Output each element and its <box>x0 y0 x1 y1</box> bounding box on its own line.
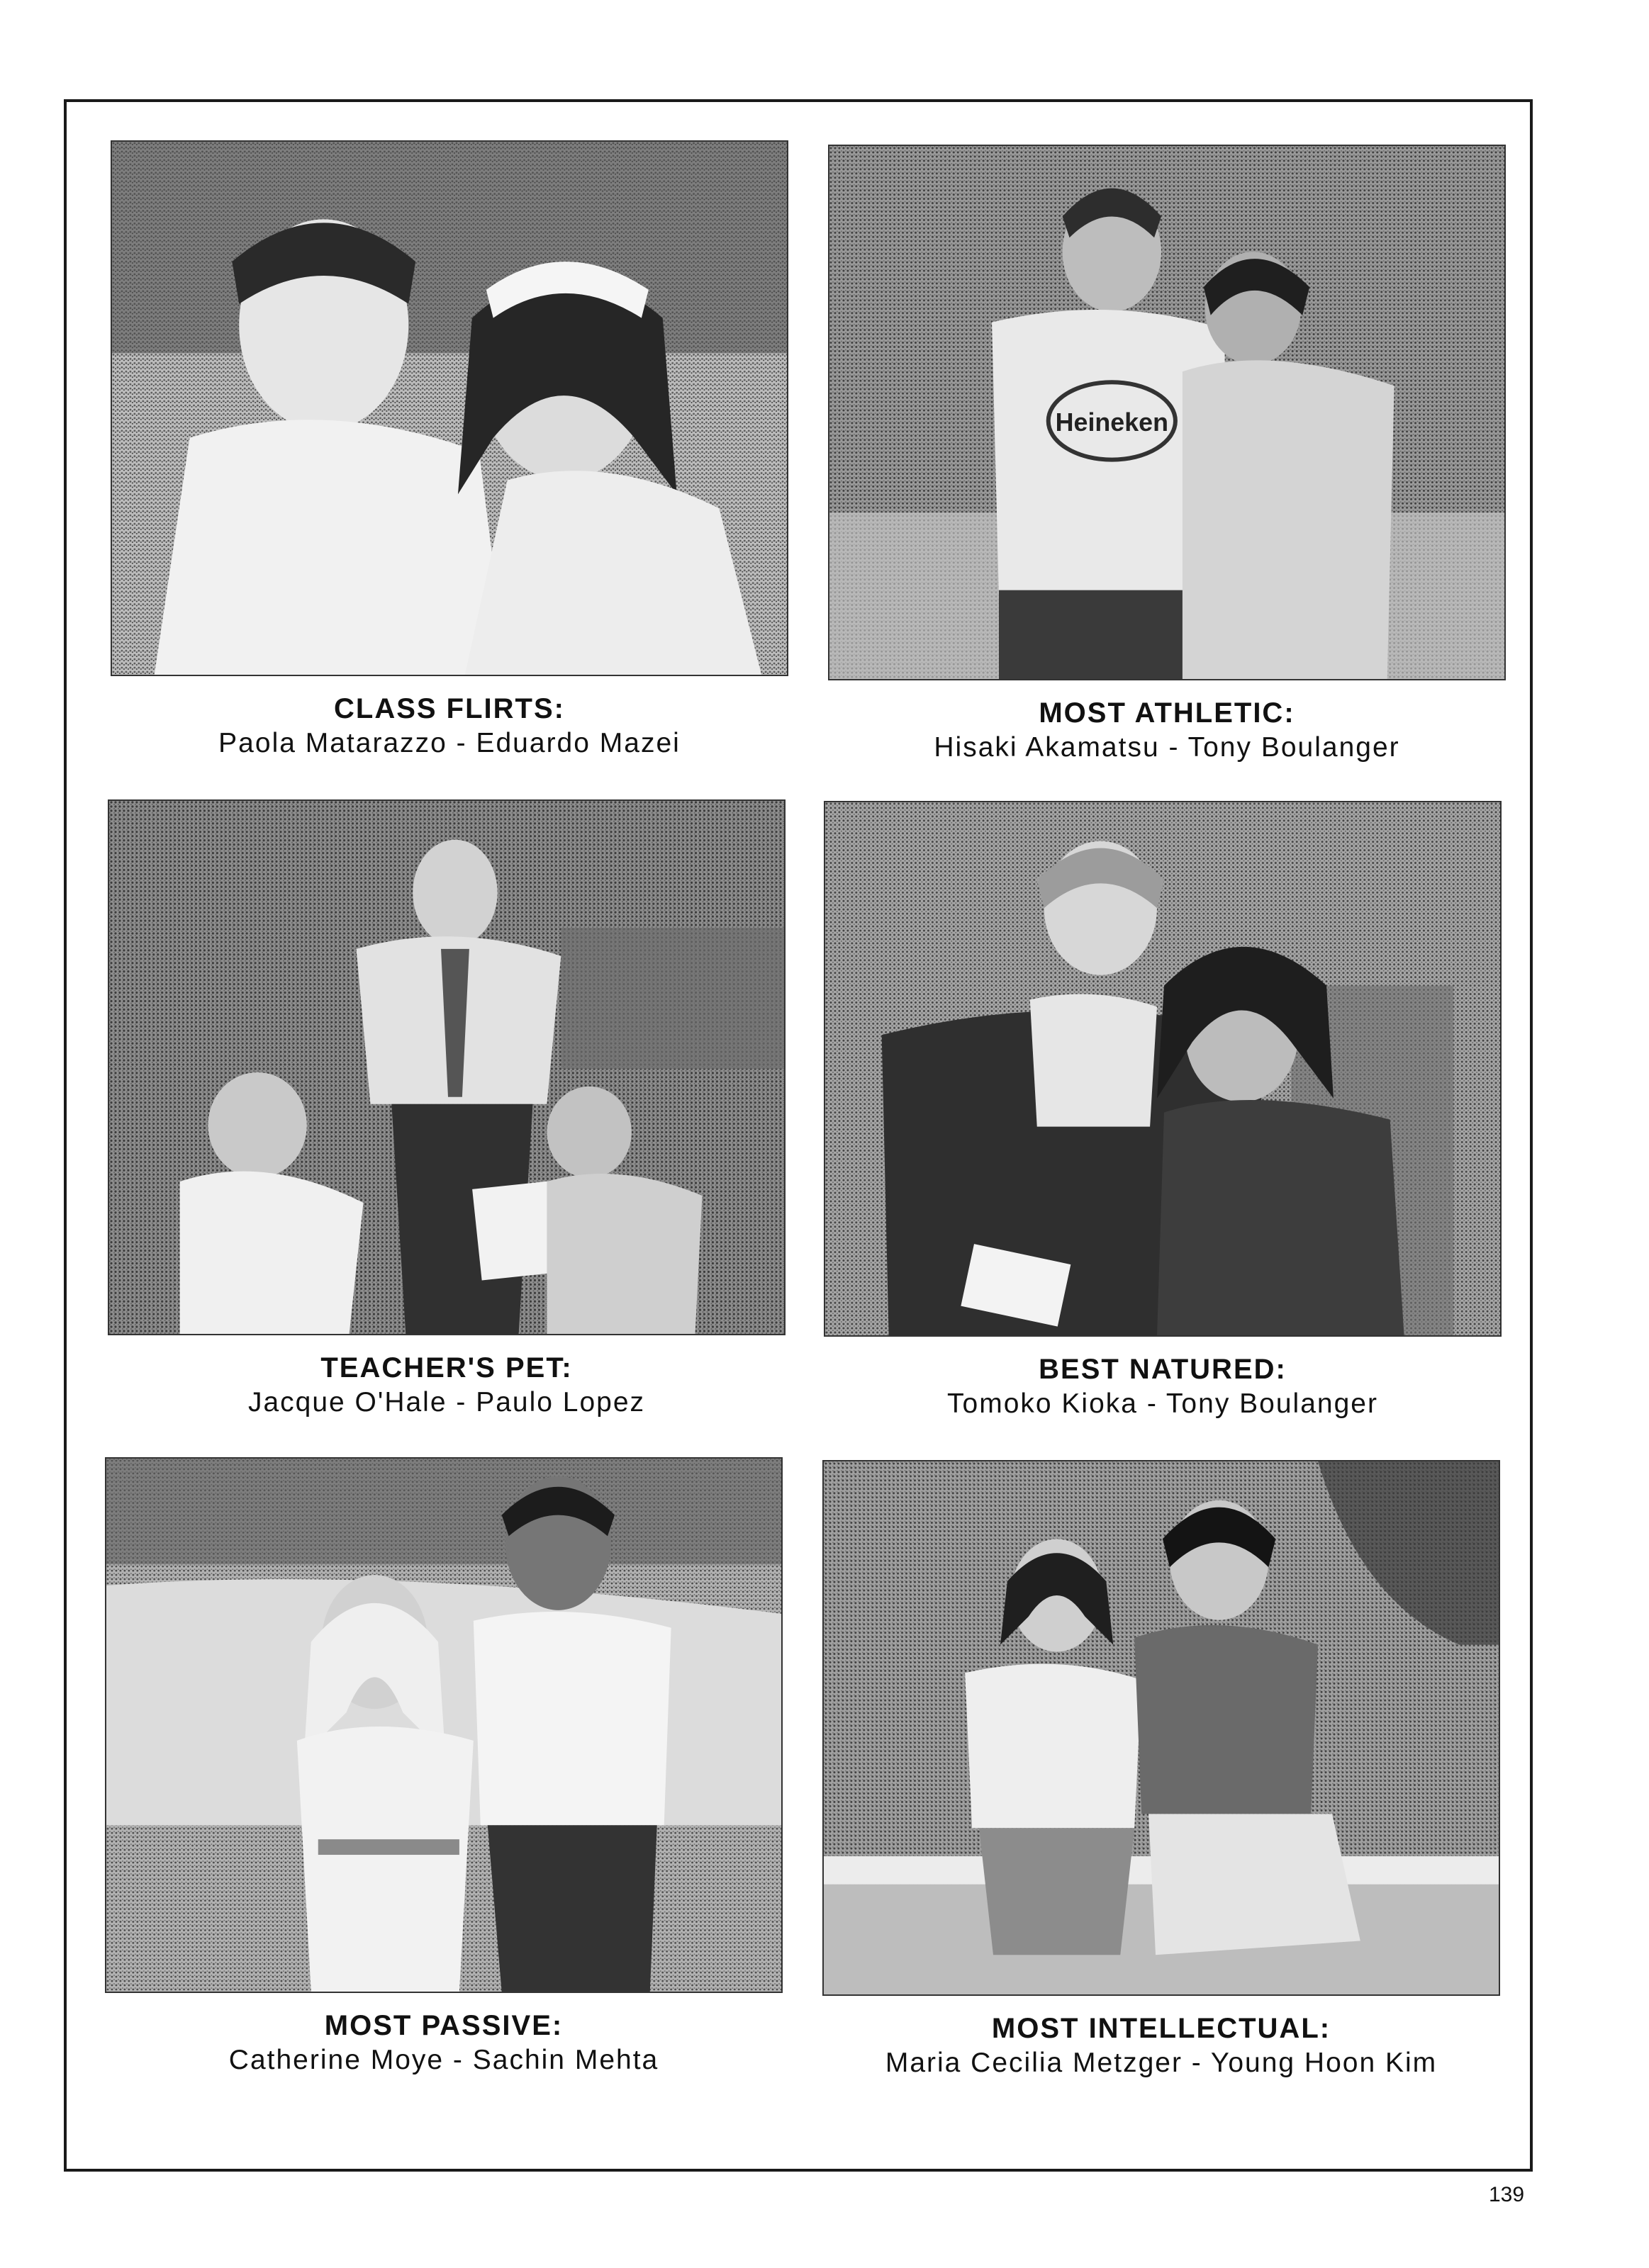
award-card-most-intellectual <box>822 1460 1500 2081</box>
award-card-class-flirts <box>111 140 788 761</box>
award-card-teachers-pet <box>108 799 786 1420</box>
photo-icon <box>106 1459 781 1992</box>
award-photo <box>824 801 1502 1337</box>
award-names: Catherine Moye - Sachin Mehta <box>228 2045 659 2075</box>
award-photo <box>822 1460 1500 1996</box>
award-title: TEACHER'S PET: <box>320 1352 573 1383</box>
award-card-most-passive <box>105 1457 783 2078</box>
award-names: Tomoko Kioka - Tony Boulanger <box>947 1388 1378 1419</box>
award-card-best-natured <box>824 801 1502 1422</box>
photo-icon <box>829 146 1504 679</box>
photo-icon <box>824 1461 1499 1994</box>
award-photo <box>111 140 788 676</box>
award-title: MOST PASSIVE: <box>324 2010 564 2041</box>
award-names: Jacque O'Hale - Paulo Lopez <box>247 1387 646 1418</box>
shirt-logo: Heineken <box>1055 408 1168 437</box>
award-photo <box>108 799 786 1335</box>
page-number: 139 <box>1489 2183 1525 2206</box>
award-title: CLASS FLIRTS: <box>334 693 565 724</box>
award-title: MOST INTELLECTUAL: <box>991 2013 1331 2044</box>
photo-icon <box>112 142 787 675</box>
award-title: MOST ATHLETIC: <box>1039 697 1295 729</box>
award-names: Paola Matarazzo - Eduardo Mazei <box>218 728 681 758</box>
award-names: Maria Cecilia Metzger - Young Hoon Kim <box>885 2048 1438 2078</box>
award-card-most-athletic <box>828 145 1506 765</box>
photo-icon <box>825 802 1500 1335</box>
award-photo <box>828 145 1506 680</box>
award-names: Hisaki Akamatsu - Tony Boulanger <box>934 732 1400 763</box>
award-photo <box>105 1457 783 1993</box>
award-title: BEST NATURED: <box>1039 1354 1287 1385</box>
photo-icon <box>109 801 784 1334</box>
